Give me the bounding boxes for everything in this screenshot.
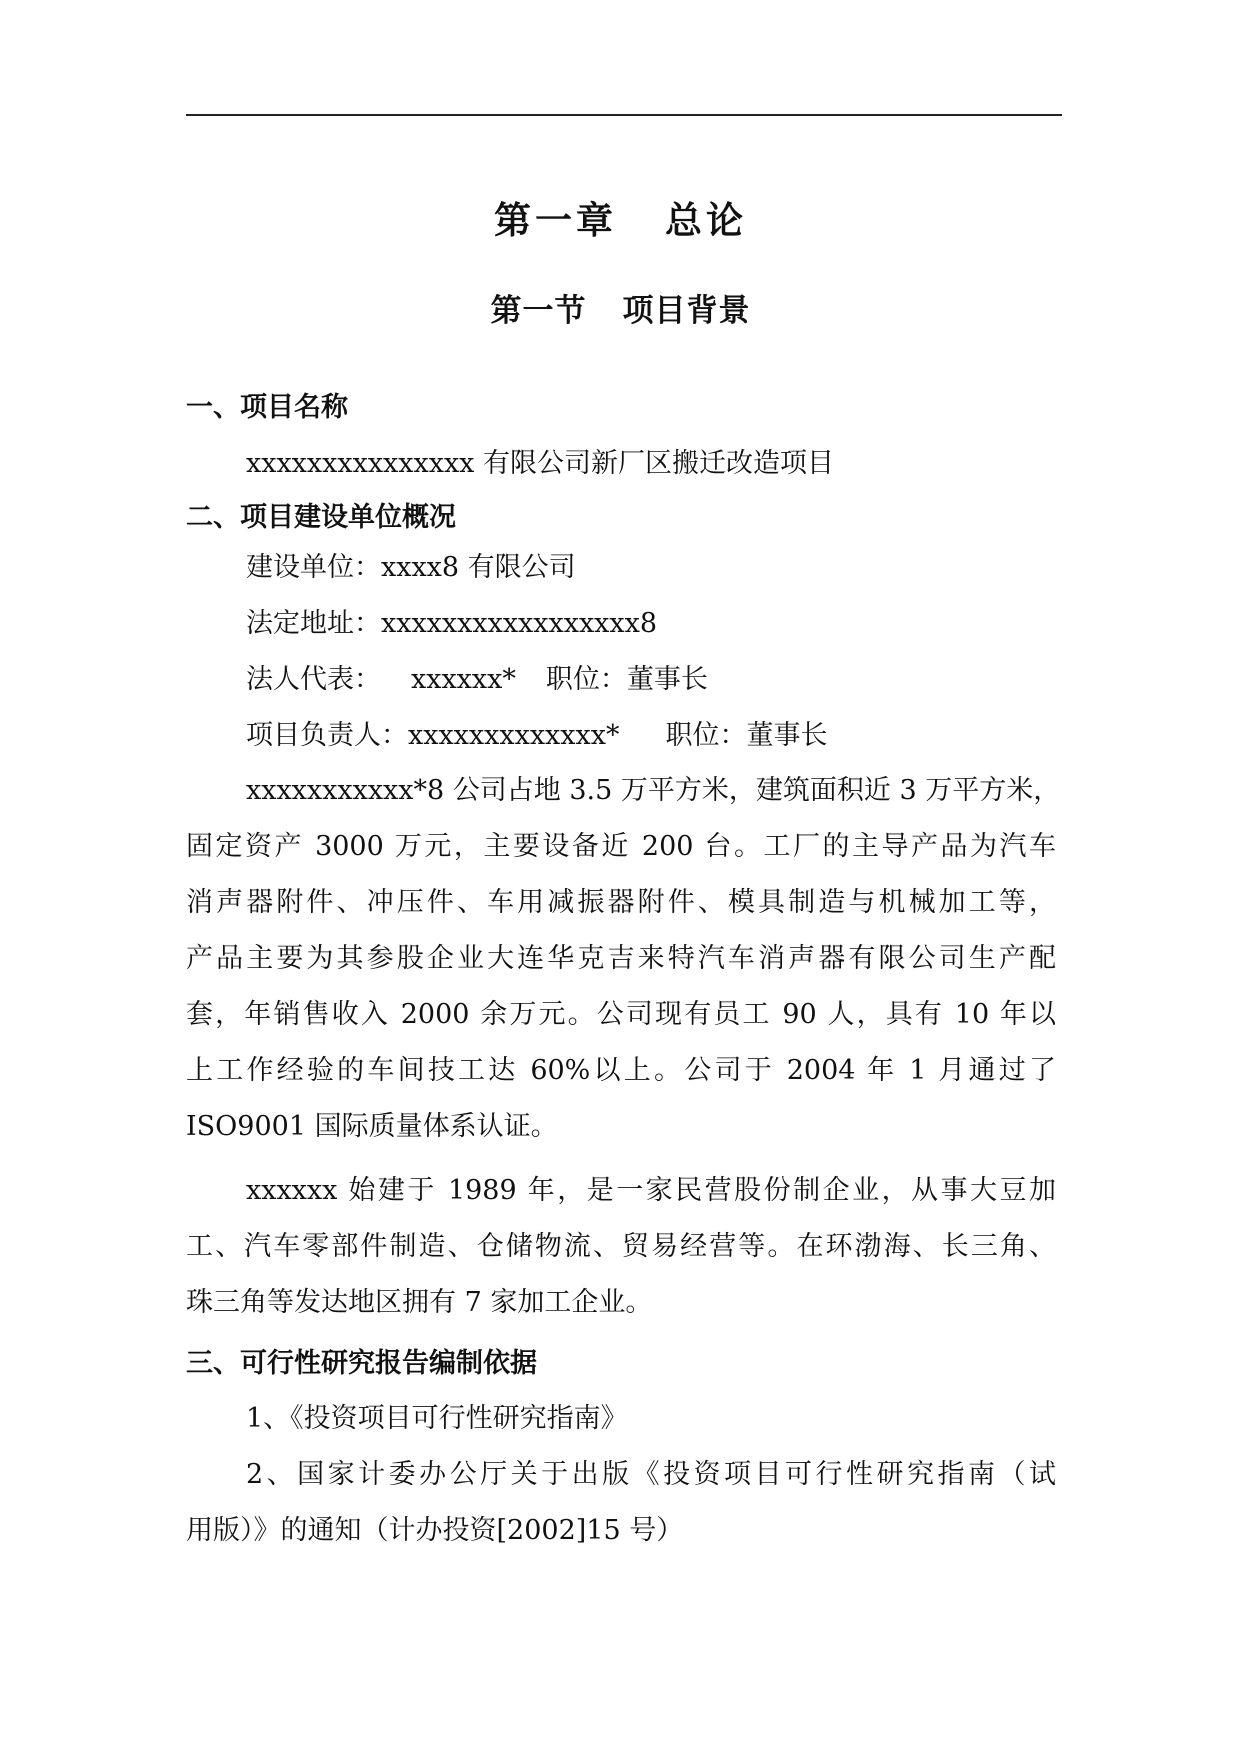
chapter-number: 第一章 bbox=[494, 198, 617, 242]
basis-item-2-line: 2、国家计委办公厅关于出版《投资项目可行性研究指南（试 bbox=[246, 1459, 1056, 1490]
para1-line: 产品主要为其参股企业大连华克吉来特汽车消声器有限公司生产配 bbox=[186, 943, 1056, 974]
para1-line: 套，年销售收入 2000 余万元。公司现有员工 90 人，具有 10 年以 bbox=[186, 999, 1056, 1030]
address-line: 法定地址：xxxxxxxxxxxxxxxxx8 bbox=[246, 608, 658, 639]
para2-line: 工、汽车零部件制造、仓储物流、贸易经营等。在环渤海、长三角、 bbox=[186, 1231, 1056, 1262]
section-number: 第一节 bbox=[490, 293, 587, 329]
heading-basis: 三、可行性研究报告编制依据 bbox=[186, 1348, 537, 1379]
para1-line: 固定资产 3000 万元，主要设备近 200 台。工厂的主导产品为汽车 bbox=[186, 831, 1056, 862]
legal-rep-position: 职位：董事长 bbox=[545, 664, 708, 695]
para2-line: xxxxxx 始建于 1989 年，是一家民营股份制企业，从事大豆加 bbox=[246, 1175, 1056, 1206]
chapter-title bbox=[0, 190, 1241, 244]
legal-rep-name: xxxxxx* bbox=[411, 664, 516, 695]
manager-position: 职位：董事长 bbox=[665, 720, 828, 751]
legal-rep-line bbox=[246, 657, 708, 696]
para1-line: 上工作经验的车间技工达 60%以上。公司于 2004 年 1 月通过了 bbox=[186, 1055, 1056, 1086]
para2-line: 珠三角等发达地区拥有 7 家加工企业。 bbox=[186, 1287, 653, 1318]
basis-item-1: 1、《投资项目可行性研究指南》 bbox=[246, 1403, 628, 1434]
section-name: 项目背景 bbox=[622, 293, 751, 329]
heading-unit-overview: 二、项目建设单位概况 bbox=[186, 502, 456, 533]
header-rule bbox=[186, 114, 1062, 116]
unit-line: 建设单位：xxxx8 有限公司 bbox=[246, 552, 576, 583]
chapter-name: 总论 bbox=[665, 198, 747, 242]
para1-line: 消声器附件、冲压件、车用减振器附件、模具制造与机械加工等， bbox=[186, 887, 1056, 918]
basis-item-2-line: 用版）》的通知（计办投资[2002]15 号） bbox=[186, 1515, 684, 1546]
manager-line bbox=[246, 713, 827, 752]
legal-rep-label: 法人代表： bbox=[246, 664, 381, 695]
manager-label: 项目负责人： bbox=[246, 720, 408, 751]
heading-project-name: 一、项目名称 bbox=[186, 392, 348, 423]
project-name-text: xxxxxxxxxxxxxxx 有限公司新厂区搬迁改造项目 bbox=[246, 448, 834, 479]
section-title bbox=[0, 285, 1241, 330]
para1-line: ISO9001 国际质量体系认证。 bbox=[186, 1111, 558, 1142]
para1-line: xxxxxxxxxxx*8 公司占地 3.5 万平方米，建筑面积近 3 万平方米， bbox=[246, 775, 1061, 806]
manager-name: xxxxxxxxxxxxx* bbox=[408, 720, 620, 751]
